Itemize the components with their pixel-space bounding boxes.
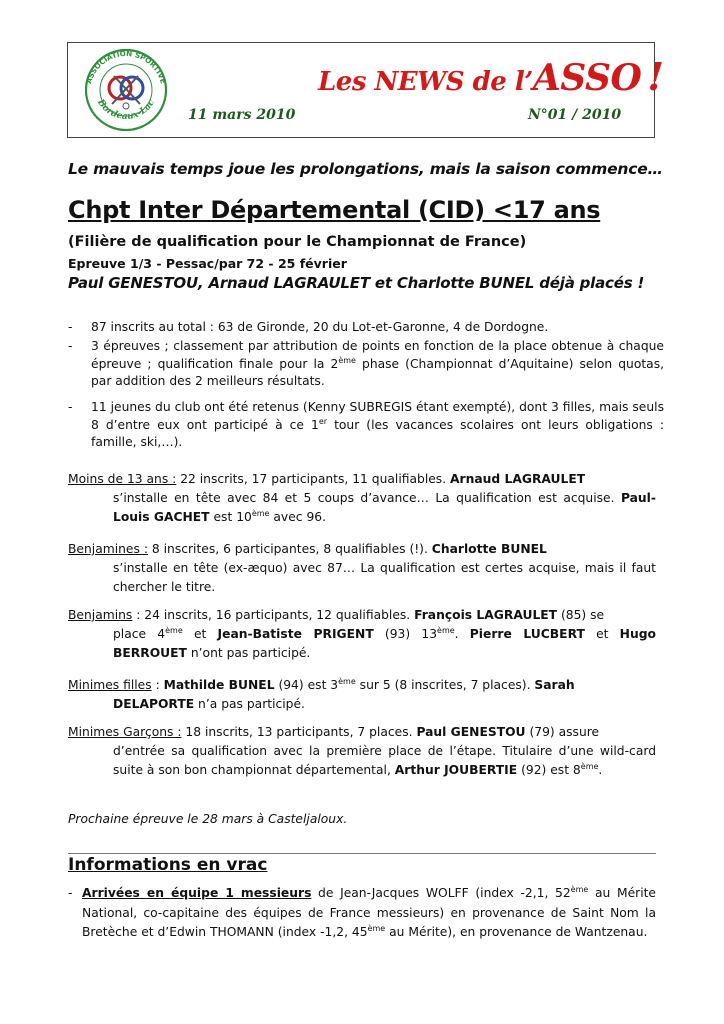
newsletter-header [67, 42, 664, 138]
svg-text:Bordeaux-Lac: Bordeaux-Lac [94, 97, 158, 122]
club-logo [76, 46, 176, 132]
placed-headline: Paul GENESTOU, Arnaud LAGRAULET et Charlotte BUNEL déjà placés ! [68, 274, 645, 292]
category-minimes-filles: Minimes filles : Mathilde BUNEL (94) est 3ème sur 5 (8 inscrites, 7 places). Sarah DELAPORTE n’a pas participé. [68, 676, 575, 711]
article-title: Chpt Inter Départemental (CID) <17 ans [68, 196, 601, 224]
issue-date: 11 mars 2010 [188, 107, 296, 123]
category-moins-13: Moins de 13 ans : 22 inscrits, 17 participants, 11 qualifiables. Arnaud LAGRAULET s’installe en tête avec 84 et 5 coups d’avance… La qualification est acquise. Paul-Louis GACHET est 10ème avec 96. [68, 472, 656, 524]
article-subtitle: (Filière de qualification pour le Championnat de France) [68, 234, 527, 250]
section-divider [68, 853, 656, 854]
next-event: Prochaine épreuve le 28 mars à Casteljaloux. [68, 812, 348, 826]
category-benjamins: Benjamins : 24 inscrits, 16 participants, 12 qualifiables. François LAGRAULET (85) se place 4ème et Jean-Batiste PRIGENT (93) 13ème. Pierre LUCBERT et Hugo BERROUET n’ont pas participé. [68, 608, 656, 660]
event-info: Epreuve 1/3 - Pessac/par 72 - 25 février [68, 256, 347, 271]
tagline: Le mauvais temps joue les prolongations, mais la saison commence… [68, 160, 663, 178]
newsletter-title: Les NEWS de l’ASSO ! [318, 54, 664, 99]
issue-number: N°01 / 2010 [528, 107, 622, 123]
section-title-info: Informations en vrac [68, 855, 268, 875]
category-minimes-garcons: Minimes Garçons : 18 inscrits, 13 participants, 7 places. Paul GENESTOU (79) assure d’entrée sa qualification avec la première place de l’étape. Titulaire d’une wild-card suite à son bon championnat départemental, Arthur JOUBERTIE (92) est 8ème. [68, 725, 656, 777]
category-benjamines: Benjamines : 8 inscrites, 6 participantes, 8 qualifiables (!). Charlotte BUNEL s’installe en tête (ex-æquo) avec 87… La qualification est certes acquise, mais il faut chercher le titre. [68, 542, 656, 594]
svg-text:ASSOCIATION SPORTIVE: ASSOCIATION SPORTIVE [84, 48, 168, 85]
